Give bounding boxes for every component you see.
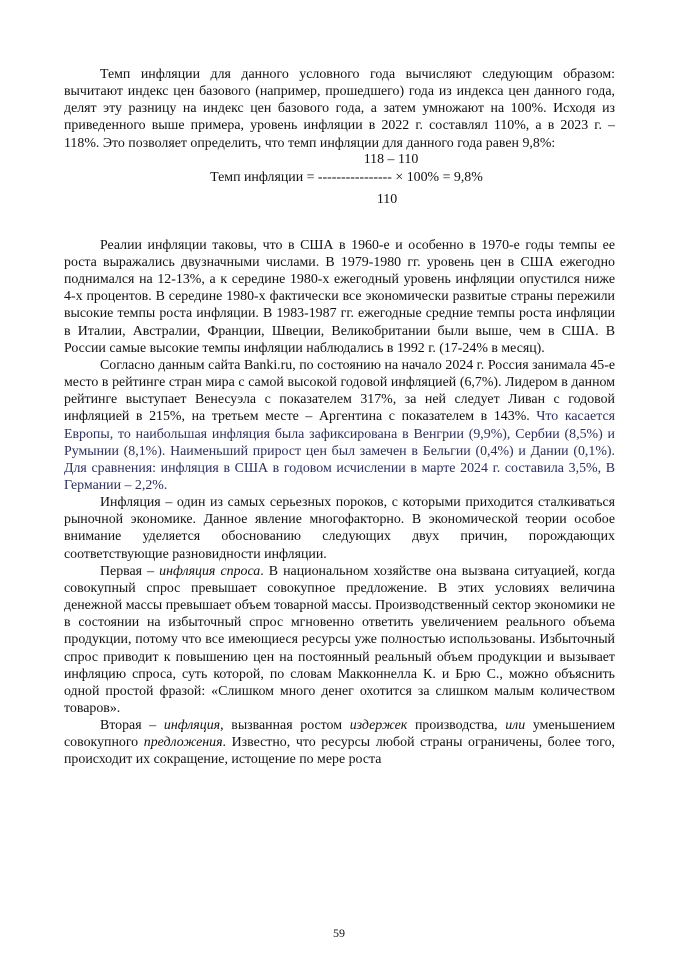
cost-text-4: . Известно, что ресурсы любой страны ограничены, более того, происходит их сокращение, истощение по мере роста — [64, 735, 615, 768]
paragraph-demand-inflation — [64, 563, 615, 717]
paragraph-inflation-rate-definition: Темп инфляции для данного условного года вычисляют следующим образом: вычитают индекс цен базового (например, прошедшего) года из индекса цен данного года, делят эту разницу на индекс цен базового года, а затем умножают на 100%. Исходя из приведенного выше примера, уровень инфляции в 2022 г. составлял 110%, а в 2023 г. – 118%. Это позволяет определить, что темп инфляции для данного года равен 9,8%: — [64, 67, 615, 151]
europe-inflation-text: Что касается Европы, то наибольшая инфляция была зафиксирована в Венгрии (9,9%), Сербии (8,5%) и Румынии (8,1%). Наименьший прирост цен был замечен в Бельгии (0,4%) и Дании (0,1%). Для сравнения: инфляция в США в годовом исчислении в марте 2024 г. составила 3,5%, В Германии – 2,2%. — [64, 409, 615, 493]
cost-text-1: , вызванная ростом — [220, 718, 350, 734]
formula-denominator: 110 — [376, 191, 398, 207]
cost-text-3: уменьшением совокупного — [64, 718, 615, 751]
cost-text-2: производства, — [407, 718, 506, 734]
ranking-text: Согласно данным сайта Banki.ru, по состоянию на начало 2024 г. Россия занимала 45-е место в рейтинге стран мира с самой высокой годовой инфляцией (6,7%). Лидером в данном рейтинге выступает Венесуэла с показателем 317%, за ней следует Ливан с годовой инфляцией в 215%, на третьем месте – Аргентина с показателем в 143%. — [64, 357, 615, 425]
formula-numerator: 118 – 110 — [363, 151, 419, 167]
paragraph-world-inflation-ranking — [64, 357, 615, 494]
cost-inflation-term: инфляция — [163, 718, 221, 734]
demand-inflation-term: инфляция спроса — [159, 563, 261, 579]
paragraph-gap — [64, 220, 615, 237]
demand-inflation-text: . В национальном хозяйстве она вызвана ситуацией, когда совокупный спрос превышает совокупное предложение. В этих условиях величина денежной массы превышает объем товарной массы. Производственный сектор экономики не в состоянии на избыточный спрос мгновенно ответить увеличением реального объема продукции, потому что все имеющиеся ресурсы уже полностью использованы. Избыточный спрос приводит к повышению цен на постоянный реальный объем продукции и вызывает инфляцию спроса, суть которой, по словам Макконнелла К. и Брю С., можно объяснить одной простой фразой: «Слишком много денег охотится за слишком малым количеством товаров». — [64, 563, 615, 716]
paragraph-inflation-causes: Инфляция – один из самых серьезных пороков, с которыми приходится сталкиваться рыночной экономике. Данное явление многофакторно. В экономической теории особое внимание уделяется обоснованию следующих двух причин, порождающих соответствующие разновидности инфляции. — [64, 495, 615, 562]
cost-lead-text: Вторая – — [100, 718, 164, 734]
inflation-rate-formula — [64, 152, 615, 220]
paragraph-cost-inflation — [64, 717, 615, 768]
costs-term: издержек — [349, 718, 408, 734]
or-term: или — [505, 718, 526, 734]
page-body — [64, 66, 615, 769]
page-number: 59 — [333, 926, 345, 940]
paragraph-usa-inflation-history: Реалии инфляции таковы, что в США в 1960-е и особенно в 1970-е годы темпы ее роста выражались двузначными числами. В 1979-1980 гг. уровень цен в США ежегодно поднимался на 12-13%, а к середине 1980-х ежегодный уровень инфляции опустился ниже 4-х процентов. В середине 1980-х фактически все экономически развитые страны пережили высокие темпы роста инфляции. В 1983-1987 гг. ежегодные средние темпы роста инфляции в Италии, Австралии, Франции, Швеции, Великобритании были выше, чем в США. В России самые высокие темпы инфляции наблюдались в 1992 г. (17-24% в месяц). — [64, 237, 615, 356]
supply-term: предложения — [143, 735, 223, 751]
formula-equation: Темп инфляции = ---------------- × 100% = 9,8% — [210, 169, 483, 185]
demand-lead-text: Первая – — [100, 563, 160, 579]
